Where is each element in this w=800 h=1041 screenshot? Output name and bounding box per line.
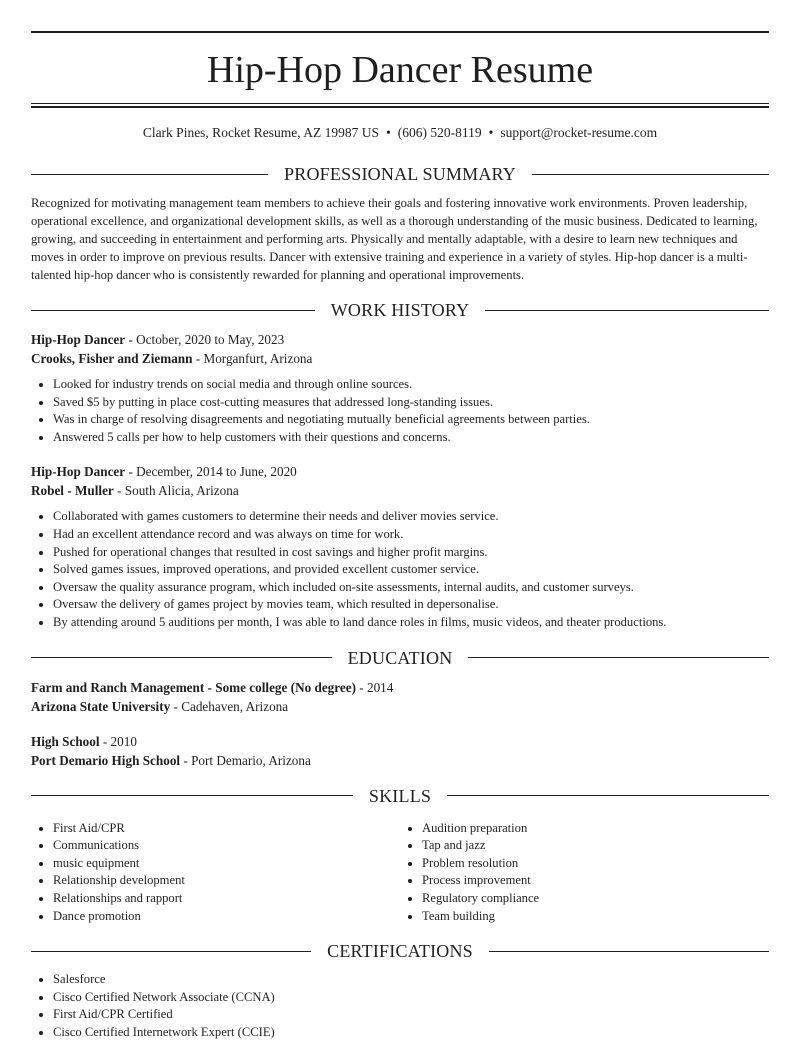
work-section-heading xyxy=(31,298,769,322)
education-location: Port Demario, Arizona xyxy=(191,752,311,768)
job-company-line: Crooks, Fisher and Ziemann - Morganfurt, Arizona xyxy=(31,351,313,366)
list-item: • Process improvement xyxy=(422,872,769,890)
contact-email[interactable]: support@rocket-resume.com xyxy=(500,125,658,140)
education-degree: Farm and Ranch Management - Some college (No degree) xyxy=(31,679,356,695)
page-title: Hip-Hop Dancer Resume xyxy=(206,49,594,91)
skills-right-column xyxy=(400,820,769,926)
list-item: • Salesforce xyxy=(53,971,769,989)
education-school: Port Demario High School xyxy=(31,752,181,768)
skills-heading: SKILLS xyxy=(368,785,432,806)
list-item: • Solved games issues, improved operations, and provided excellent customer service. xyxy=(53,561,769,579)
job-company-line: Robel - Muller - South Alicia, Arizona xyxy=(31,483,239,499)
skills-left-column xyxy=(31,820,400,926)
job-title: Hip-Hop Dancer xyxy=(31,464,126,480)
job-bullets xyxy=(31,508,769,631)
heading-rule-left xyxy=(31,310,315,311)
list-item: • Audition preparation xyxy=(422,820,769,838)
education-school-line: Port Demario High School - Port Demario, Arizona xyxy=(31,752,311,768)
certifications-heading: CERTIFICATIONS xyxy=(327,941,473,962)
summary-section-heading xyxy=(31,162,769,186)
contact-separator: • xyxy=(488,125,494,140)
education-section-heading xyxy=(31,646,769,670)
skills-columns xyxy=(31,816,769,926)
contact-phone: (606) 520-8119 xyxy=(397,125,482,140)
job-entry xyxy=(31,462,769,631)
heading-rule-left xyxy=(31,795,353,796)
job-title-line: Hip-Hop Dancer - December, 2014 to June, 2020 xyxy=(31,464,297,480)
list-item: • Had an excellent attendance record and was always on time for work. xyxy=(53,526,769,544)
list-item: • Team building xyxy=(422,908,769,926)
list-item: • Problem resolution xyxy=(422,855,769,873)
skills-section-heading xyxy=(31,784,769,808)
heading-rule-left xyxy=(31,174,268,175)
education-year: 2010 xyxy=(110,733,137,749)
list-item: • Saved $5 by putting in place cost-cutting measures that addressed long-standing issues. xyxy=(53,394,769,412)
resume-page xyxy=(31,0,769,1041)
list-item: • Oversaw the delivery of games project by movies team, which resulted in depersonalise. xyxy=(53,596,769,614)
list-item: • Looked for industry trends on social media and through online sources. xyxy=(53,376,769,394)
certifications-list xyxy=(31,971,769,1041)
contact-separator: • xyxy=(386,125,391,140)
job-entry xyxy=(31,330,769,446)
list-item: • Collaborated with games customers to determine their needs and deliver movies service. xyxy=(53,508,769,526)
education-year: 2014 xyxy=(366,679,394,695)
summary-text: Recognized for motivating management team members to achieve their goals and fostering innovative work environments. Proven leadership, operational excellence, and organizational development skills, as well as a thorough understanding of the music business. Dedicated to learning, growing, and succeeding in entertainment and performing arts. Physically and mentally adaptable, with a desire to learn new techniques and moves in order to improve on previous results. Dancer with extensive training and experience in a variety of styles. Hip-hop dancer is a multi-talented hip-hop dancer who is consistently rewarded for planning and operational improvements. xyxy=(31,196,758,282)
list-item: • Was in charge of resolving disagreements and negotiating mutually beneficial agreements between parties. xyxy=(53,411,769,429)
list-item: • Cisco Certified Network Associate (CCNA) xyxy=(53,989,769,1007)
top-rule xyxy=(31,31,769,33)
job-dates: October, 2020 to May, 2023 xyxy=(136,332,285,347)
education-entry xyxy=(31,732,769,770)
list-item: • Communications xyxy=(53,837,400,855)
spacer xyxy=(31,446,769,458)
list-item: • music equipment xyxy=(53,855,400,873)
heading-rule-left xyxy=(31,951,311,952)
list-item: • Relationships and rapport xyxy=(53,890,400,908)
job-company: Robel - Muller xyxy=(31,483,114,499)
heading-rule-right xyxy=(489,951,769,952)
job-location: Morganfurt, Arizona xyxy=(203,351,313,366)
heading-rule-right xyxy=(532,174,769,175)
education-degree-line: High School - 2010 xyxy=(31,733,137,749)
education-degree: High School xyxy=(31,733,100,749)
education-degree-line: Farm and Ranch Management - Some college (No degree) - 2014 xyxy=(31,679,394,695)
job-bullets xyxy=(31,376,769,446)
job-company: Crooks, Fisher and Ziemann xyxy=(31,351,193,366)
list-item: • Dance promotion xyxy=(53,908,400,926)
list-item: • Answered 5 calls per how to help customers with their questions and concerns. xyxy=(53,429,769,447)
education-school-line: Arizona State University - Cadehaven, Arizona xyxy=(31,698,289,714)
list-item: • By attending around 5 auditions per month, I was able to land dance roles in films, music videos, and theater productions. xyxy=(53,614,769,632)
education-location: Cadehaven, Arizona xyxy=(181,698,289,714)
list-item: • First Aid/CPR xyxy=(53,820,400,838)
summary-heading: PROFESSIONAL SUMMARY xyxy=(284,164,516,184)
list-item: • Regulatory compliance xyxy=(422,890,769,908)
job-dates: December, 2014 to June, 2020 xyxy=(136,464,297,480)
list-item: • Cisco Certified Internetwork Expert (CCIE) xyxy=(53,1024,769,1041)
list-item: • Relationship development xyxy=(53,872,400,890)
education-entry xyxy=(31,678,769,716)
education-heading: EDUCATION xyxy=(347,647,453,668)
job-title-line: Hip-Hop Dancer - October, 2020 to May, 2023 xyxy=(31,332,285,347)
list-item: • Pushed for operational changes that resulted in cost savings and higher profit margins. xyxy=(53,544,769,562)
list-item: • Tap and jazz xyxy=(422,837,769,855)
contact-line xyxy=(31,124,769,142)
title-double-rule xyxy=(31,103,769,108)
education-school: Arizona State University xyxy=(31,698,171,714)
heading-rule-right xyxy=(447,795,769,796)
certifications-section-heading xyxy=(31,939,769,963)
job-location: South Alicia, Arizona xyxy=(124,483,239,499)
heading-rule-right xyxy=(468,657,769,658)
contact-address: Clark Pines, Rocket Resume, AZ 19987 US xyxy=(142,125,380,140)
list-item: • Oversaw the quality assurance program, which included on-site assessments, internal audits, and customer surveys. xyxy=(53,579,769,597)
list-item: • First Aid/CPR Certified xyxy=(53,1006,769,1024)
heading-rule-left xyxy=(31,657,332,658)
work-heading: WORK HISTORY xyxy=(330,300,470,320)
job-title: Hip-Hop Dancer xyxy=(31,332,126,347)
heading-rule-right xyxy=(485,310,769,311)
